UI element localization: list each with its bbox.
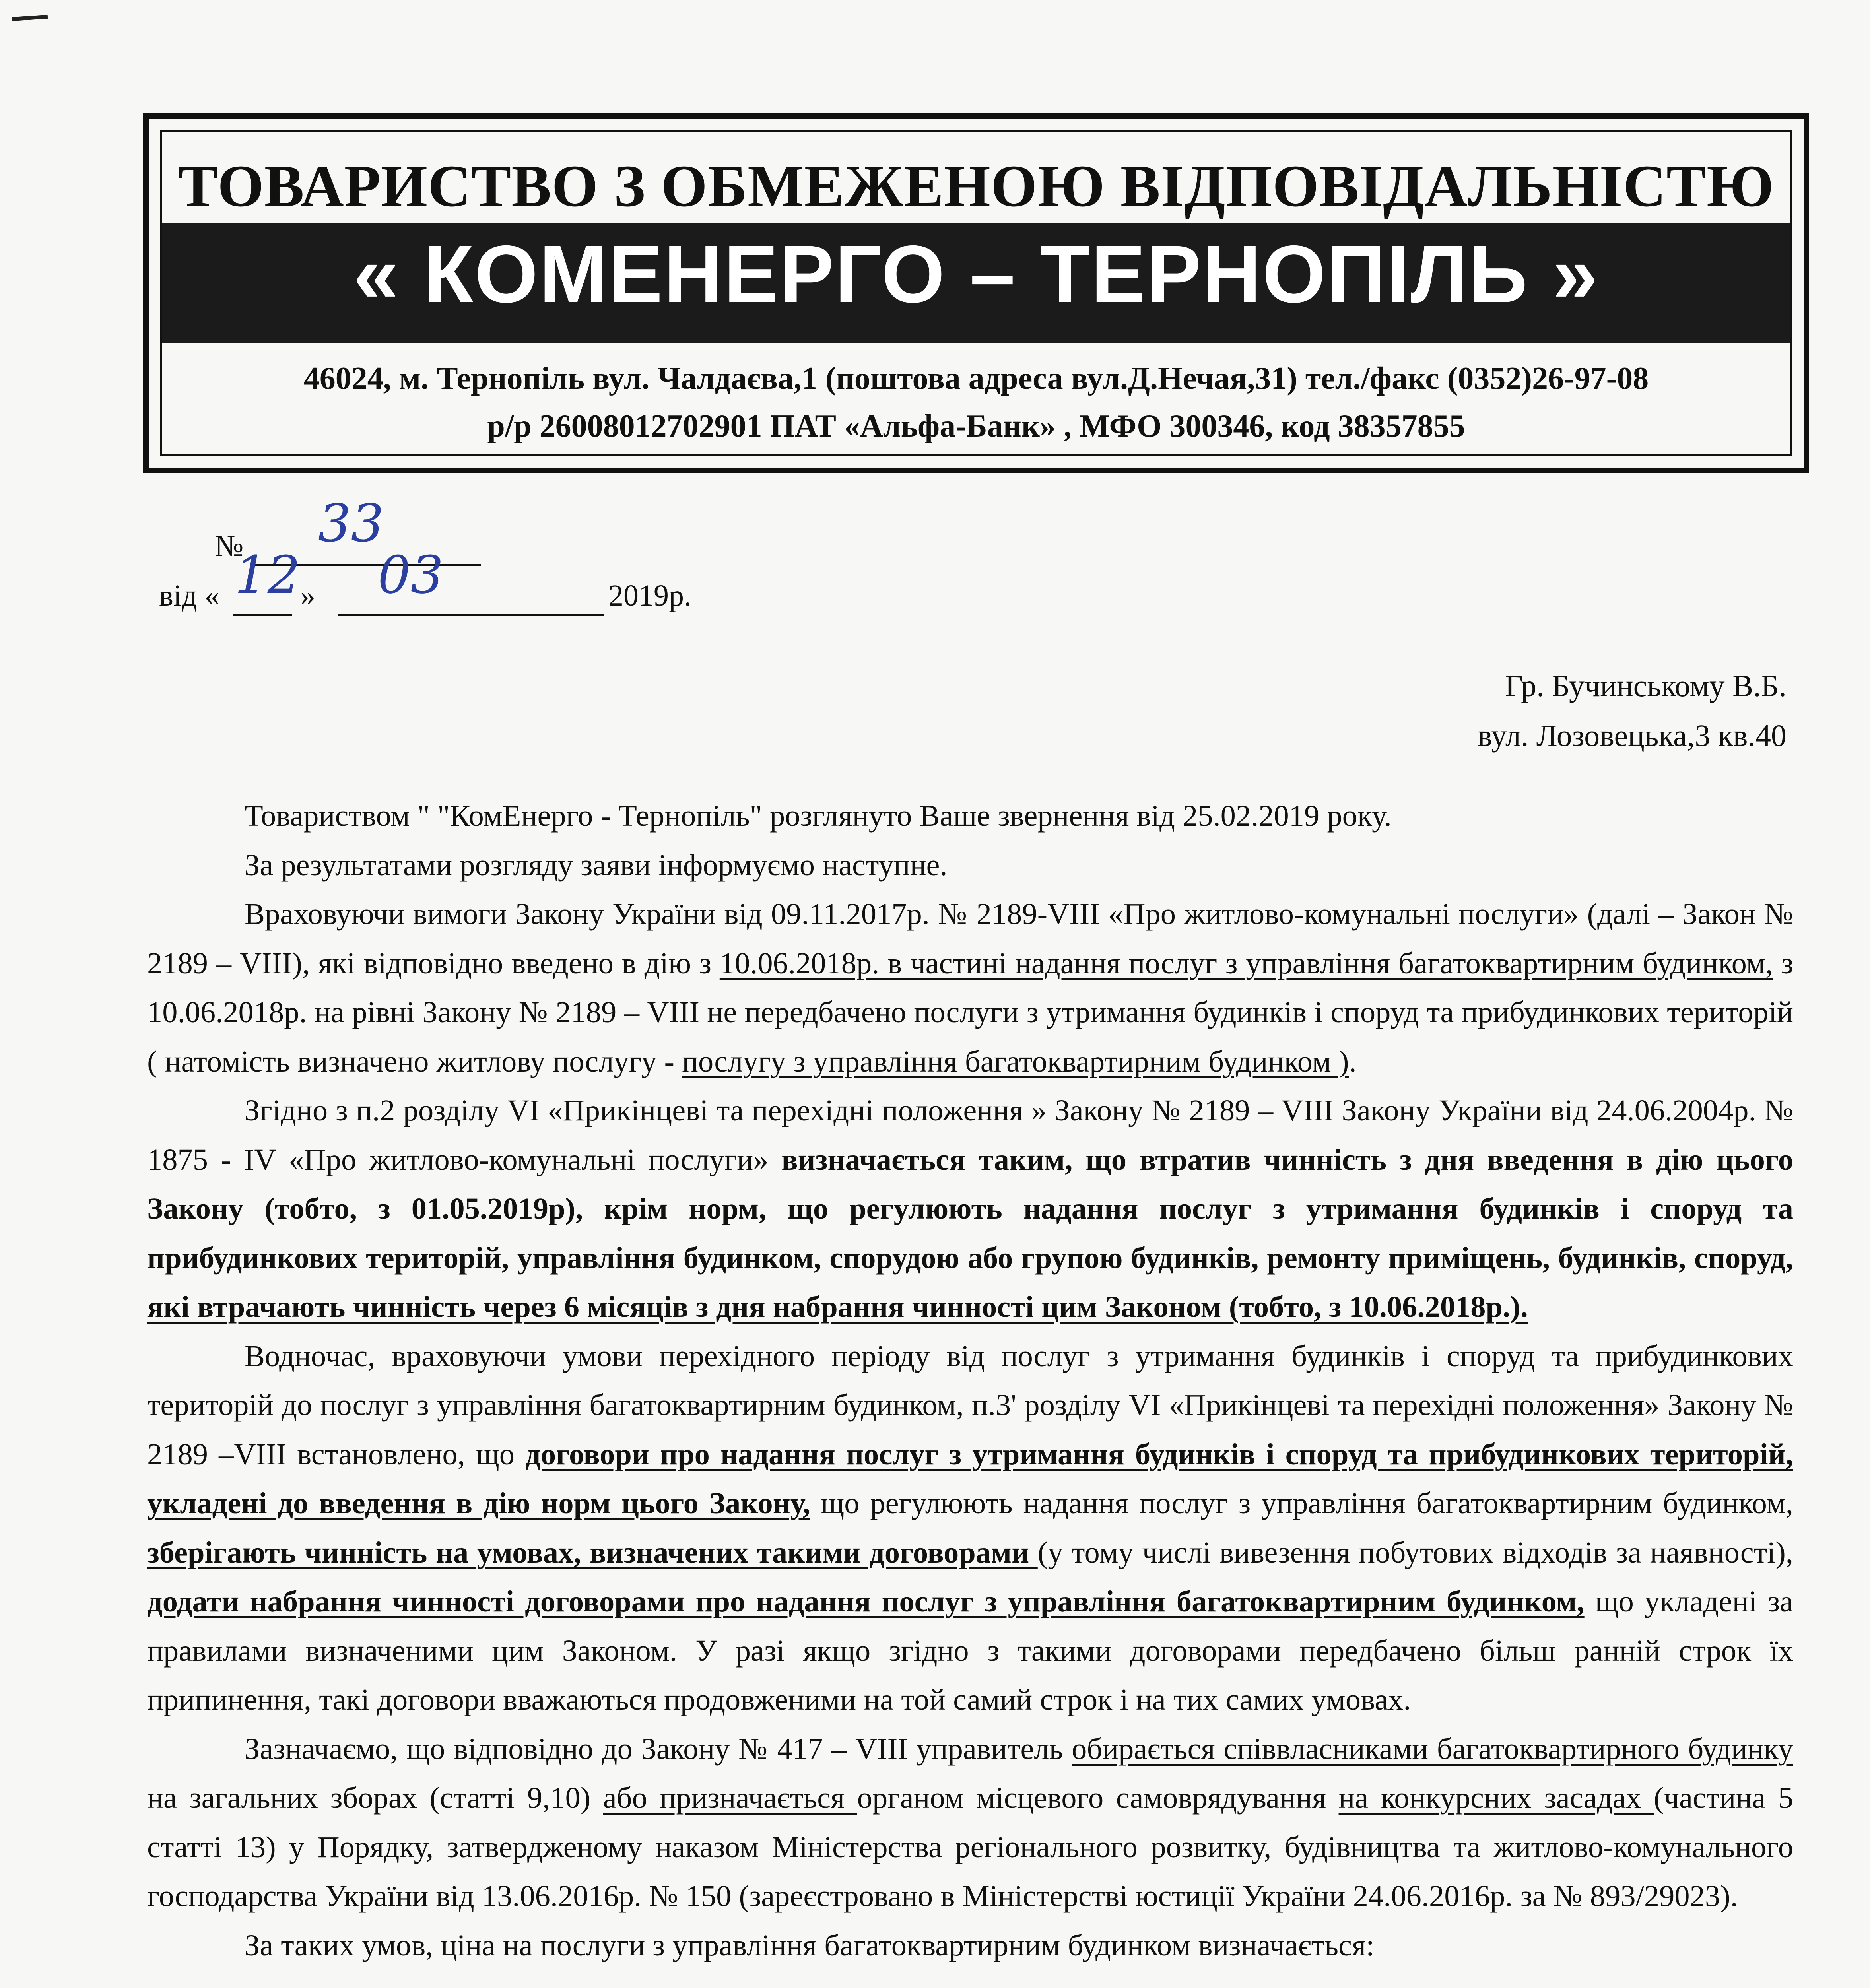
paragraph-law-2189: Враховуючи вимоги Закону України від 09.11.2017р. № 2189-VIII «Про житлово-комунальні послуги» (далі – Закон № 2189 – VIII), які відповідно введено в дію з 10.06.2018р. в частині надання послуг з управління багатоквартирним будинком, з 10.06.2018р. на рівні Закону № 2189 – VIII не передбачено послуги з утримання будинків і споруд та прибудинкових територій ( натомість визначено житлову послугу - послугу з управління багатоквартирним будинком ). — [147, 897, 1793, 1078]
outgoing-number-handwritten: 33 — [318, 493, 384, 553]
outgoing-number-label: № — [215, 529, 244, 563]
paragraph-final-provisions: Згідно з п.2 розділу VI «Прикінцеві та перехідні положення » Закону № 2189 – VIII Закону України від 24.06.2004р. № 1875 - IV «Про житлово-комунальні послуги» визначається таким, що втратив чинність з дня введення в дію цього Закону (тобто, з 01.05.2019р), крім норм, що регулюють надання послуг з утримання будинків і споруд та прибудинкових територій, управління будинком, спорудою або групою будинків, ремонту приміщень, будинків, споруд, які втрачають чинність через 6 місяців з дня набрання чинності цим Законом (тобто, з 10.06.2018р.). — [147, 1093, 1793, 1324]
company-legal-form: ТОВАРИСТВО З ОБМЕЖЕНОЮ ВІДПОВІДАЛЬНІСТЮ — [178, 153, 1774, 219]
recipient-name: Гр. Бучинському В.Б. — [1505, 668, 1787, 703]
date-label: від « — [159, 579, 220, 612]
letter-body — [147, 791, 1793, 1988]
paragraph-price-conditions: За таких умов, ціна на послуги з управління багатоквартирним будинком визначається: — [245, 1928, 1375, 1962]
paragraph-manager-selection: Зазначаємо, що відповідно до Закону № 417 – VIII управитель обирається співвласниками багатоквартирного будинку на загальних зборах (статті 9,10) або призначається органом місцевого самоврядування на конкурсних засадах (частина 5 статті 13) у Порядку, затвердженому наказом Міністерства регіонального розвитку, будівництва та житлово-комунального господарства України від 13.06.2016р. № 150 (зареєстровано в Міністерстві юстиції України 24.06.2016р. за № 893/29023). — [147, 1732, 1794, 1913]
date-month-handwritten: 03 — [378, 545, 444, 605]
paragraph-results: За результатами розгляду заяви інформуємо наступне. — [245, 848, 948, 882]
scan-mark — [12, 15, 48, 21]
letterhead-inner-frame — [160, 130, 1792, 456]
date-year: 2019р. — [608, 579, 691, 612]
date-quote-close: » — [300, 579, 315, 612]
paragraph-intro: Товариством " "КомЕнерго - Тернопіль" розглянуто Ваше звернення від 25.02.2019 року. — [245, 799, 1392, 833]
company-address: 46024, м. Тернопіль вул. Чалдаєва,1 (поштова адреса вул.Д.Нечая,31) тел./факс (0352)26-97-08 — [303, 361, 1649, 396]
spacer — [147, 1970, 1793, 1988]
company-bank-details: р/р 26008012702901 ПАТ «Альфа-Банк» , МФО 300346, код 38357855 — [487, 409, 1465, 444]
date-day-line — [233, 614, 292, 616]
recipient-address: вул. Лозовецька,3 кв.40 — [1478, 718, 1787, 753]
paragraph-transition-period: Водночас, враховуючи умови перехідного періоду від послуг з утримання будинків і споруд та прибудинкових територій до послуг з управління багатоквартирним будинком, п.3' розділу VI «Прикінцеві та перехідні положення» Закону № 2189 –VIII встановлено, що договори про надання послуг з утримання будинків і споруд та прибудинкових територій, укладені до введення в дію норм цього Закону, що регулюють надання послуг з управління багатоквартирним будинком, зберігають чинність на умовах, визначених такими договорами (у тому числі вивезення побутових відходів за наявності), додати набрання чинності договорами про надання послуг з управління багатоквартирним будинком, що укладені за правилами визначеними цим Законом. У разі якщо згідно з такими договорами передбачено більш ранній строк їх припинення, такі договори вважаються продовженими на той самий строк і на тих самих умовах. — [147, 1339, 1793, 1716]
company-brand-name: « КОМЕНЕРГО – ТЕРНОПІЛЬ » — [353, 229, 1599, 320]
date-day-handwritten: 12 — [235, 545, 301, 605]
letterhead — [143, 113, 1809, 473]
date-month-line — [338, 614, 604, 616]
